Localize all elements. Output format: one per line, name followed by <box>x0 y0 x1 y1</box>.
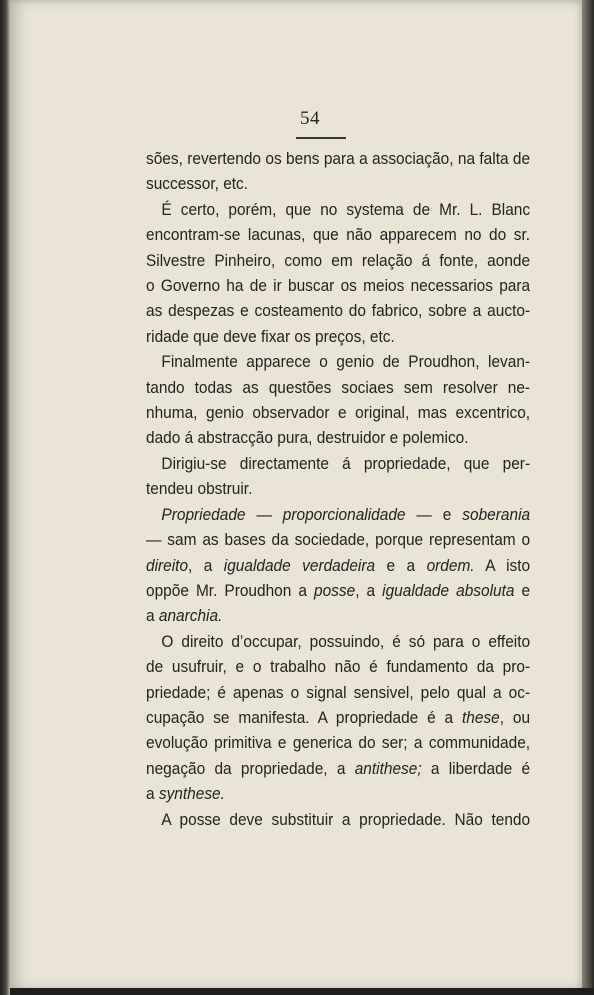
italic-text: ordem. <box>426 555 475 575</box>
text-line <box>146 756 530 781</box>
italic-text: posse <box>314 580 356 600</box>
text-line <box>146 273 530 298</box>
text-segment: ridade que deve fixar os preços, etc. <box>146 326 395 346</box>
body-text <box>146 146 531 832</box>
text-line <box>146 476 530 501</box>
text-segment: as despezas e costeamento do fabrico, sobre a aucto- <box>146 301 531 321</box>
bottom-edge-shadow <box>10 988 594 995</box>
text-segment: encontram-se lacunas, que não apparecem no do sr. <box>146 225 531 245</box>
text-segment: e <box>514 580 531 600</box>
italic-text: igualdade verdadeira <box>223 555 376 575</box>
text-line <box>146 680 530 705</box>
italic-text: igualdade absoluta <box>382 580 515 600</box>
text-segment: tendeu obstruir. <box>146 479 253 499</box>
text-segment: Finalmente apparece o genio de Proudhon, levan- <box>146 352 531 372</box>
text-line <box>146 197 530 222</box>
text-segment: evolução primitiva e generica do ser; a communidade, <box>146 733 531 753</box>
text-segment: a <box>146 606 159 626</box>
text-segment: e a <box>375 555 427 575</box>
italic-text: antithese; <box>354 758 422 778</box>
text-line <box>146 171 530 196</box>
italic-text: these <box>462 707 500 727</box>
text-line <box>146 781 530 806</box>
text-segment: a liberdade é <box>421 758 531 778</box>
text-line <box>146 425 530 450</box>
text-line <box>146 146 530 171</box>
text-segment: a <box>146 784 159 804</box>
text-segment: nhuma, genio observador e original, mas excentrico, <box>146 403 531 423</box>
text-line <box>146 807 530 832</box>
text-segment <box>146 505 161 524</box>
text-segment: , ou <box>499 707 531 727</box>
text-line <box>146 375 530 400</box>
text-segment: — e <box>405 504 463 524</box>
text-line <box>146 553 530 578</box>
text-segment: successor, etc. <box>146 174 249 194</box>
italic-text: Propriedade — proporcionalidade <box>161 504 406 524</box>
text-segment: negação da propriedade, a <box>146 758 355 778</box>
text-line <box>146 502 530 527</box>
text-segment: sões, revertendo os bens para a associação, na falta de <box>146 149 531 168</box>
text-line <box>146 527 530 552</box>
text-line <box>146 578 530 603</box>
page-number: 54 <box>300 108 320 129</box>
text-segment: priedade; é apenas o signal sensivel, pelo qual a oc- <box>146 682 531 702</box>
text-line <box>146 451 530 476</box>
text-line <box>146 298 530 323</box>
text-segment: oppõe Mr. Proudhon a <box>146 580 315 600</box>
text-segment: , a <box>188 555 224 575</box>
text-segment: Silvestre Pinheiro, como em relação á fonte, aonde <box>146 250 531 270</box>
italic-text: direito <box>146 555 189 575</box>
text-segment: A isto <box>474 555 531 575</box>
text-segment: , a <box>355 580 383 600</box>
text-line <box>146 654 530 679</box>
text-segment: O direito d’occupar, possuindo, é só para o effeito <box>146 631 531 651</box>
text-segment: de usufruir, e o trabalho não é fundamento da pro- <box>146 657 531 677</box>
text-line <box>146 400 530 425</box>
text-line <box>146 705 530 730</box>
italic-text: soberania <box>462 504 531 524</box>
text-line <box>146 629 530 654</box>
text-line <box>146 248 530 273</box>
text-segment: Dirigiu-se directamente á propriedade, que per- <box>146 453 531 473</box>
text-line <box>146 222 530 247</box>
text-segment: cupação se manifesta. A propriedade é a <box>146 707 463 727</box>
text-line <box>146 730 530 755</box>
text-line <box>146 324 530 349</box>
text-segment: tando todas as questões sociaes sem resolver ne- <box>146 377 531 397</box>
text-line <box>146 349 530 374</box>
page-edge-shadow <box>582 0 594 995</box>
italic-text: synthese. <box>158 784 225 804</box>
text-segment: dado á abstracção pura, destruidor e polemico. <box>146 428 469 448</box>
text-segment: o Governo ha de ir buscar os meios necessarios para <box>146 276 531 296</box>
text-segment: É certo, porém, que no systema de Mr. L. Blanc <box>146 199 531 219</box>
text-segment: — sam as bases da sociedade, porque representam o <box>146 530 531 550</box>
header-rule <box>296 137 346 139</box>
italic-text: anarchia. <box>158 606 223 626</box>
text-line <box>146 603 530 628</box>
book-gutter-shadow <box>0 0 10 995</box>
text-segment: A posse deve substituir a propriedade. Não tendo <box>146 809 531 829</box>
